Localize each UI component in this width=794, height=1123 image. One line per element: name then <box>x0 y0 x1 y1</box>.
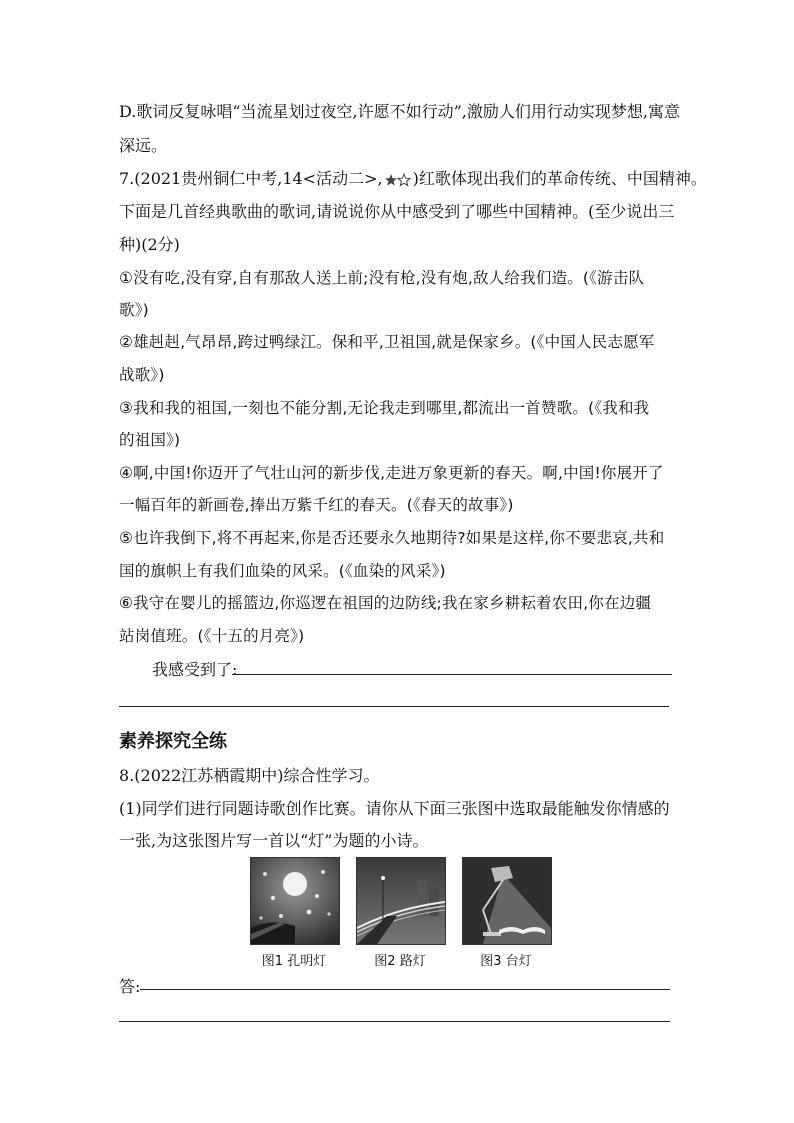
lyric-3-line1: ③我和我的祖国,一刻也不能分割,无论我走到哪里,都流出一首赞歌。(《我和我 <box>119 399 650 417</box>
lyric-4-line1: ④啊,中国!你迈开了气壮山河的新步伐,走进万象更新的春天。啊,中国!你展开了 <box>119 464 664 482</box>
q8-line3: 一张,为这张图片写一首以“灯”为题的小诗。 <box>119 831 429 850</box>
caption-figure-3: 图3 台灯 <box>480 954 532 969</box>
lyric-5-line2: 国的旗帜上有我们血染的风采。(《血染的风采》) <box>119 562 446 580</box>
q7-source-prefix: 7.(2021贵州铜仁中考,14<活动二>, <box>119 169 383 188</box>
option-d-line2: 深远。 <box>119 136 168 155</box>
lyric-5-line1: ⑤也许我倒下,将不再起来,你是否还要永久地期待?如果是这样,你不要悲哀,共和 <box>119 529 665 547</box>
lyric-2-line2: 战歌》) <box>119 366 165 384</box>
poem-answer-line-1[interactable] <box>140 989 670 990</box>
photo-kongming-lantern <box>250 857 340 945</box>
q8-line2: (1)同学们进行同题诗歌创作比赛。请你从下面三张图中选取最能触发你情感的 <box>119 799 670 818</box>
lyric-3-line2: 的祖国》) <box>119 431 181 449</box>
lyric-6-line2: 站岗值班。(《十五的月亮》) <box>119 627 305 645</box>
street-light-image <box>357 858 445 944</box>
answer-line-2[interactable] <box>119 706 669 707</box>
q8-line1: 8.(2022江苏栖霞期中)综合性学习。 <box>119 766 380 785</box>
q7-line2: 下面是几首经典歌曲的歌词,请说说你从中感受到了哪些中国精神。(至少说出三 <box>119 202 675 221</box>
q7-line3: 种)(2分) <box>119 235 180 254</box>
kongming-lantern-image <box>251 858 339 944</box>
lyric-6-line1: ⑥我守在婴儿的摇篮边,你巡逻在祖国的边防线;我在家乡耕耘着农田,你在边疆 <box>119 594 652 612</box>
option-d-line1: D.歌词反复咏唱“当流星划过夜空,许愿不如行动”,激励人们用行动实现梦想,寓意 <box>119 102 680 121</box>
section-heading: 素养探究全练 <box>119 731 227 752</box>
caption-figure-1: 图1 孔明灯 <box>261 954 327 969</box>
answer-label: 答: <box>119 977 141 996</box>
lyric-4-line2: 一幅百年的新画卷,捧出万紫千红的春天。(《春天的故事》) <box>119 496 514 514</box>
lyric-1-line1: ①没有吃,没有穿,自有那敌人送上前;没有枪,没有炮,敌人给我们造。(《游击队 <box>119 269 645 287</box>
lyric-1-line2: 歌》) <box>119 301 149 319</box>
caption-figure-2: 图2 路灯 <box>374 954 426 969</box>
photo-street-light <box>356 857 446 945</box>
desk-lamp-image <box>463 858 551 944</box>
q7-source-suffix: )红歌体现出我们的革命传统、中国精神。 <box>412 169 707 188</box>
answer-prompt: 我感受到了: <box>152 660 238 679</box>
photo-desk-lamp <box>462 857 552 945</box>
q7-line1 <box>119 168 707 190</box>
difficulty-stars-icon <box>385 173 411 187</box>
answer-line-1[interactable] <box>232 674 672 675</box>
lyric-2-line1: ②雄赳赳,气昂昂,跨过鸭绿江。保和平,卫祖国,就是保家乡。(《中国人民志愿军 <box>119 333 655 351</box>
poem-answer-line-2[interactable] <box>119 1021 670 1022</box>
